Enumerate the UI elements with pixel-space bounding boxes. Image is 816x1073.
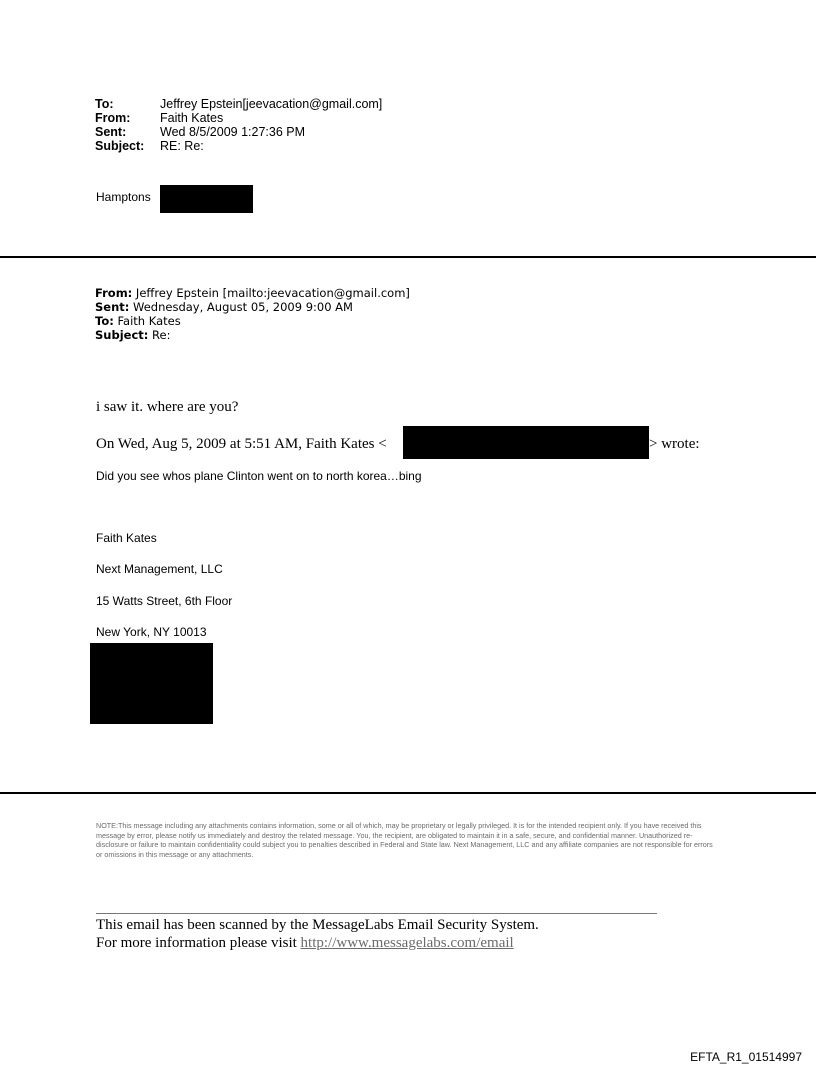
fwd-from-label: From: [95,286,133,300]
scan-notice [96,916,539,952]
sent-label: Sent: [95,125,127,139]
reply-text: Hamptons [96,190,151,204]
fwd-from-value: Jeffrey Epstein [mailto:jeevacation@gmail.com] [132,286,410,300]
disclaimer: NOTE:This message including any attachments contains information, some or all of which, may be proprietary or legally privileged. It is for the intended recipient only. If you have received this message by error, please notify us immediately and destroy the related message. You, the recipient, are obligated to maintain it in a safe, secure, and confidential manner. Unauthorized re-disclosure or failure to maintain confidentiality could subject you to penalties described in Federal and State law. Next Management, LLC and any affiliate companies are not responsible for errors or omissions in this message or any attachments. [96,821,713,859]
signature-name: Faith Kates [96,531,157,545]
sent-value: Wed 8/5/2009 1:27:36 PM [160,125,306,139]
scan-line-2 [96,934,539,952]
fwd-sent-label: Sent: [95,300,130,314]
separator-rule [0,792,816,794]
messagelabs-link[interactable]: http://www.messagelabs.com/email [300,935,514,951]
to-label: To: [95,97,114,111]
subject-label: Subject: [95,139,145,153]
from-value: Faith Kates [160,111,224,125]
fwd-subject-label: Subject: [95,328,149,342]
fwd-sent-value: Wednesday, August 05, 2009 9:00 AM [129,300,353,314]
document-id: EFTA_R1_01514997 [690,1050,802,1064]
separator-rule [0,256,816,258]
signature-city: New York, NY 10013 [96,625,207,639]
fwd-to-value: Faith Kates [113,314,181,328]
quote-intro-start: On Wed, Aug 5, 2009 at 5:51 AM, Faith Kates < [96,436,387,452]
scan-line-2-prefix: For more information please visit [96,935,301,951]
signature-company: Next Management, LLC [96,562,223,576]
from-label: From: [95,111,131,125]
redaction-box [403,426,649,459]
signature-street: 15 Watts Street, 6th Floor [96,594,233,608]
to-value: Jeffrey Epstein[jeevacation@gmail.com] [160,97,383,111]
fwd-subject-value: Re: [148,328,171,342]
fwd-to-label: To: [95,314,114,328]
subject-value: RE: Re: [160,139,204,153]
forwarded-header [95,286,410,342]
message-line: i saw it. where are you? [96,399,239,415]
redaction-box [90,643,213,724]
email-header [95,97,382,153]
scan-line-1: This email has been scanned by the MessageLabs Email Security System. [96,917,539,933]
divider [96,913,657,914]
quote-intro-end: > wrote: [649,436,700,452]
redaction-box [160,185,253,213]
quoted-text: Did you see whos plane Clinton went on to north korea…bing [96,469,422,483]
